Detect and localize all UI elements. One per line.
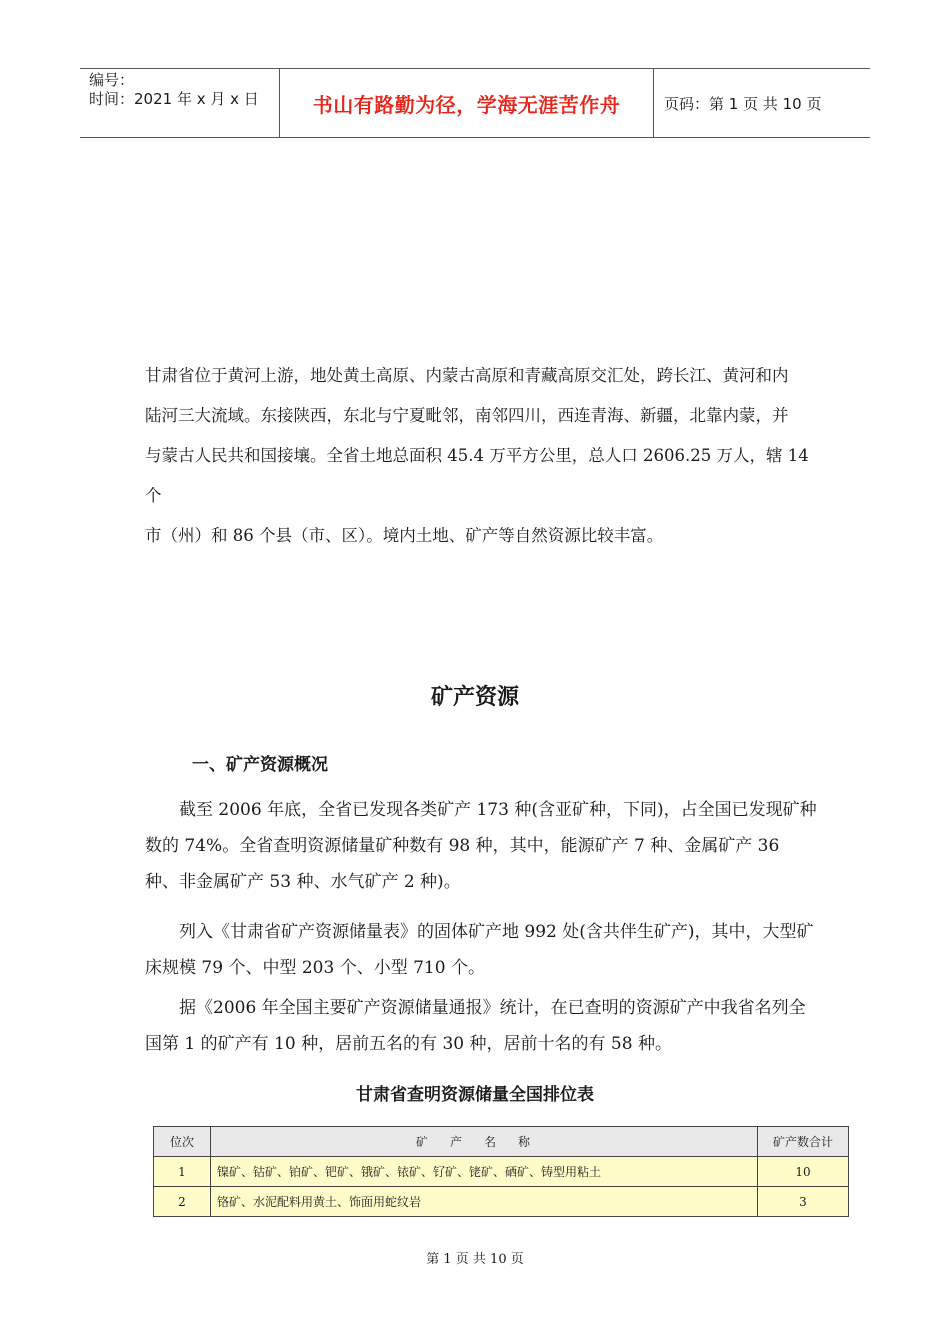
body-paragraph: 截至 2006 年底，全省已发现各类矿产 173 种(含亚矿种，下同)，占全国已发现矿种数的 74%。全省查明资源储量矿种数有 98 种，其中，能源矿产 7 种、金属矿产 36 种、非金属矿产 53 种、水气矿产 2 种)。 [145, 800, 817, 892]
body-paragraph: 据《2006 年全国主要矿产资源储量通报》统计，在已查明的资源矿产中我省名列全国第 1 的矿产有 10 种，居前五名的有 30 种，居前十名的有 58 种。 [145, 998, 806, 1054]
body-paragraph: 列入《甘肃省矿产资源储量表》的固体矿产地 992 处(含共伴生矿产)，其中，大型矿床规模 79 个、中型 203 个、小型 710 个。 [145, 922, 814, 978]
mineral-names-cell: 铬矿、水泥配料用黄土、饰面用蛇纹岩 [211, 1187, 758, 1217]
document-time-label: 时间：2021 年 x 月 x 日 [89, 90, 259, 108]
header-meta [80, 69, 280, 137]
table-row [154, 1157, 849, 1187]
intro-paragraph [145, 356, 817, 556]
section-heading: 一、矿产资源概况 [192, 755, 328, 775]
intro-line: 与蒙古人民共和国接壤。全省土地总面积 45.4 万平方公里，总人口 2606.25 万人，辖 14 个 [145, 446, 809, 505]
header-page-info: 页码：第 1 页 共 10 页 [664, 94, 822, 113]
document-number-label: 编号： [89, 71, 135, 89]
column-header-count: 矿产数合计 [758, 1127, 849, 1157]
intro-line: 陆河三大流域。东接陕西，东北与宁夏毗邻，南邻四川，西连青海、新疆，北靠内蒙，并 [145, 406, 789, 425]
table-row [154, 1187, 849, 1217]
ranking-table [153, 1126, 849, 1217]
count-cell: 10 [758, 1157, 849, 1187]
intro-line: 甘肃省位于黄河上游，地处黄土高原、内蒙古高原和青藏高原交汇处，跨长江、黄河和内 [145, 366, 789, 385]
count-cell: 3 [758, 1187, 849, 1217]
table-title: 甘肃省查明资源储量全国排位表 [356, 1085, 594, 1105]
rank-cell: 2 [154, 1187, 211, 1217]
rank-cell: 1 [154, 1157, 211, 1187]
table-header-row [154, 1127, 849, 1157]
mineral-names-cell: 镍矿、钴矿、铂矿、钯矿、锇矿、铱矿、钌矿、铑矿、硒矿、铸型用粘土 [211, 1157, 758, 1187]
header-motto: 书山有路勤为径，学海无涯苦作舟 [280, 69, 654, 137]
column-header-rank: 位次 [154, 1127, 211, 1157]
page-footer: 第 1 页 共 10 页 [426, 1252, 524, 1267]
column-header-name: 矿产名称 [211, 1127, 758, 1157]
page-title: 矿产资源 [430, 685, 519, 710]
intro-line: 市（州）和 86 个县（市、区）。境内土地、矿产等自然资源比较丰富。 [145, 526, 664, 545]
document-header [80, 68, 870, 138]
